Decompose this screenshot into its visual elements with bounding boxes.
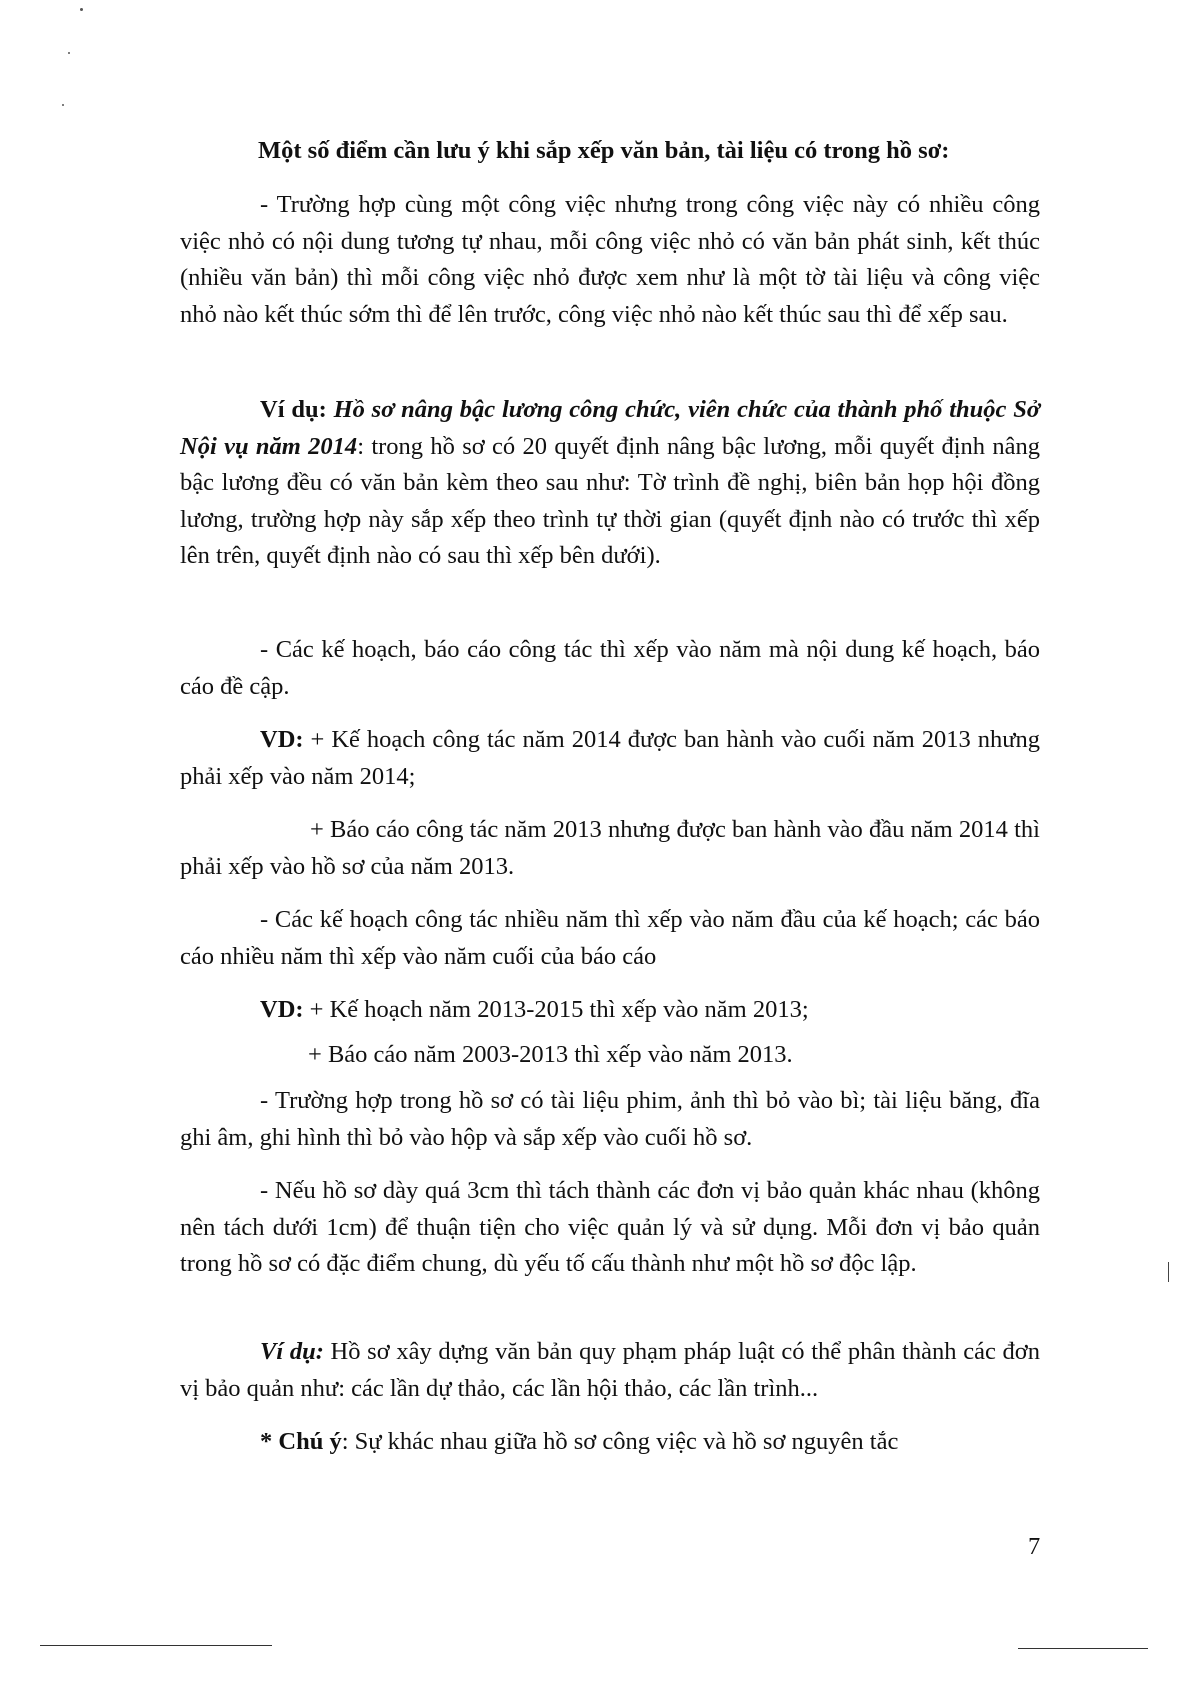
example-legal-documents (180, 1334, 1040, 1407)
example-label: Ví dụ: (260, 1338, 324, 1365)
note-text: : Sự khác nhau giữa hồ sơ công việc và hồ sơ nguyên tắc (341, 1428, 899, 1455)
bottom-left-rule (40, 1645, 272, 1646)
example-text: : trong hồ sơ có 20 quyết định nâng bậc lương, mỗi quyết định nâng bậc lương đều có văn bản kèm theo sau như: Tờ trình đề nghị, biên bản họp hội đồng lương, trường hợp này sắp xếp theo trình tự thời gian (quyết định nào có trước thì xếp lên trên, quyết định nào có sau thì xếp bên dưới). (180, 432, 1040, 569)
paragraph-split-volumes: - Nếu hồ sơ dày quá 3cm thì tách thành các đơn vị bảo quản khác nhau (không nên tách dưới 1cm) để thuận tiện cho việc quản lý và sử dụng. Mỗi đơn vị bảo quản trong hồ sơ có đặc điểm chung, dù yếu tố cấu thành như một hồ sơ độc lập. (180, 1177, 1040, 1277)
page-number: 7 (1028, 1533, 1041, 1560)
scan-speck (62, 104, 64, 106)
paragraph-film-tape: - Trường hợp trong hồ sơ có tài liệu phim, ảnh thì bỏ vào bì; tài liệu băng, đĩa ghi âm, ghi hình thì bỏ vào hộp và sắp xếp vào cuối hồ sơ. (180, 1087, 1040, 1151)
example-salary-records (180, 392, 1040, 575)
paragraph-multi-year: - Các kế hoạch công tác nhiều năm thì xếp vào năm đầu của kế hoạch; các báo cáo nhiều năm thì xếp vào năm cuối của báo cáo (180, 906, 1040, 970)
vd-label: VD: (260, 726, 304, 753)
scan-speck (80, 8, 83, 11)
edge-mark (1168, 1262, 1169, 1282)
paragraph-small-tasks: - Trường hợp cùng một công việc nhưng trong công việc này có nhiều công việc nhỏ có nội dung tương tự nhau, mỗi công việc nhỏ có văn bản phát sinh, kết thúc (nhiều văn bản) thì mỗi công việc nhỏ được xem như là một tờ tài liệu và công việc nhỏ nào kết thúc sớm thì để lên trước, công việc nhỏ nào kết thúc sau thì để xếp sau. (180, 191, 1040, 328)
note-line (180, 1424, 1040, 1461)
vd-line-1: + Kế hoạch năm 2013-2015 thì xếp vào năm 2013; (303, 996, 809, 1023)
paragraph-plans-reports: - Các kế hoạch, báo cáo công tác thì xếp vào năm mà nội dung kế hoạch, báo cáo đề cập. (180, 636, 1040, 700)
vd-line-1: + Kế hoạch công tác năm 2014 được ban hành vào cuối năm 2013 nhưng phải xếp vào năm 2014; (180, 726, 1040, 790)
example-text: Hồ sơ xây dựng văn bản quy phạm pháp luật có thể phân thành các đơn vị bảo quản như: các lần dự thảo, các lần hội thảo, các lần trình... (180, 1338, 1040, 1402)
example-title: Hồ sơ nâng bậc lương công chức, viên chức của thành phố thuộc Sở Nội vụ năm 2014 (180, 396, 1040, 460)
note-label: * Chú ý (260, 1428, 342, 1455)
section-heading: Một số điểm cần lưu ý khi sắp xếp văn bản, tài liệu có trong hồ sơ: (258, 137, 950, 164)
vd-label: VD: (260, 996, 304, 1023)
vd-plan-2014 (180, 722, 1040, 795)
scan-speck (68, 52, 70, 54)
vd-multi-year-plan (180, 992, 1040, 1029)
vd-report-2013: + Báo cáo công tác năm 2013 nhưng được ban hành vào đầu năm 2014 thì phải xếp vào hồ sơ của năm 2013. (180, 816, 1040, 880)
bottom-right-rule (1018, 1648, 1148, 1649)
vd-multi-year-report: + Báo cáo năm 2003-2013 thì xếp vào năm 2013. (308, 1041, 793, 1068)
example-label: Ví dụ: (260, 396, 327, 423)
